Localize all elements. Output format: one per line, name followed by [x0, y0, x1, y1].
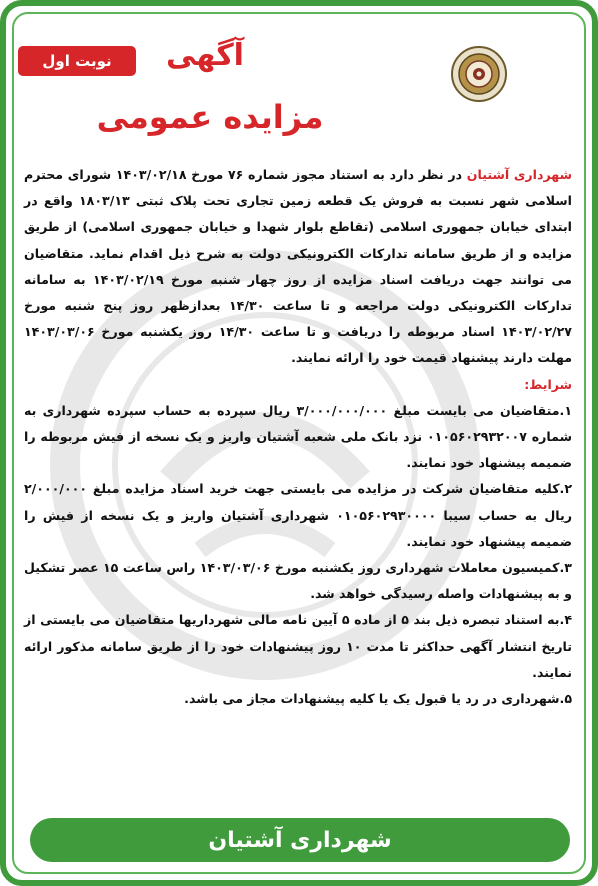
footer-banner: [30, 818, 570, 862]
condition-item: ۲.کلیه متقاضیان شرکت در مزایده می بایستی جهت خرید اسناد مزایده مبلغ ۲/۰۰۰/۰۰۰ ریال به حساب سیبا ۰۱۰۵۶۰۲۹۳۰۰۰۰ شهرداری آشتیان واریز و یک نسخه از فیش را ضمیمه پیشنهاد خود نمایند.: [24, 481, 572, 549]
notice-subtitle: مزایده عمومی: [96, 98, 324, 136]
conditions-heading: شرایط:: [524, 376, 572, 392]
condition-item: ۳.کمیسیون معاملات شهرداری روز یکشنبه مورخ ۱۴۰۳/۰۳/۰۶ راس ساعت ۱۵ عصر تشکیل و به پیشنهادات واصله رسیدگی خواهد شد.: [24, 560, 572, 602]
intro-text: در نظر دارد به استناد مجوز شماره ۷۶ مورخ ۱۴۰۳/۰۲/۱۸ شورای محترم اسلامی شهر نسبت به فروش یک قطعه زمین تجاری تحت پلاک ثبتی ۱۸۰۳/۱۳ واقع در ابتدای خیابان جمهوری اسلامی (تقاطع بلوار شهدا و خیابان جمهوری اسلامی) از طریق مزایده و از طریق سامانه تدارکات الکترونیکی دولت به شرح ذیل اقدام نماید. متقاضیان می توانند جهت دریافت اسناد مزایده از روز چهار شنبه مورخ ۱۴۰۳/۰۲/۱۹ به سامانه تدارکات الکترونیکی دولت مراجعه و تا ساعت ۱۴/۳۰ بعدازظهر روز پنج شنبه مورخ ۱۴۰۳/۰۲/۲۷ اسناد مربوطه را دریافت و تا ساعت ۱۴/۳۰ روز یکشنبه مورخ ۱۴۰۳/۰۳/۰۶ مهلت دارند پیشنهاد قیمت خود را ارائه نمایند.: [24, 167, 572, 366]
footer-org-name: شهرداری آشتیان: [208, 827, 392, 853]
condition-item: ۱.متقاضیان می بایست مبلغ ۳/۰۰۰/۰۰۰/۰۰۰ ریال سپرده به حساب سپرده شهرداری به شماره ۰۱۰۵۶۰۲۹۳۲۰۰۷ نزد بانک ملی شعبه آشتیان واریز و یک نسخه از فیش مربوطه را ضمیمه پیشنهاد خود نمایند.: [24, 402, 572, 471]
municipality-seal-icon: [450, 45, 508, 103]
notice-body: [24, 162, 572, 712]
notice-title: آگهی: [166, 38, 244, 73]
publication-round-badge: نوبت اول: [18, 46, 136, 76]
intro-paragraph: [24, 162, 572, 372]
condition-item: ۴.به استناد تبصره ذیل بند ۵ از ماده ۵ آیین نامه مالی شهرداریها متقاضیان می بایستی از تاریخ انتشار آگهی حداکثر تا مدت ۱۰ روز پیشنهادات خود را از طریق سامانه مذکور ارائه نمایند.: [24, 612, 573, 680]
org-name: شهرداری آشتیان: [466, 167, 572, 182]
condition-item: ۵.شهرداری در رد یا قبول یک یا کلیه پیشنهادات مجاز می باشد.: [184, 691, 572, 707]
